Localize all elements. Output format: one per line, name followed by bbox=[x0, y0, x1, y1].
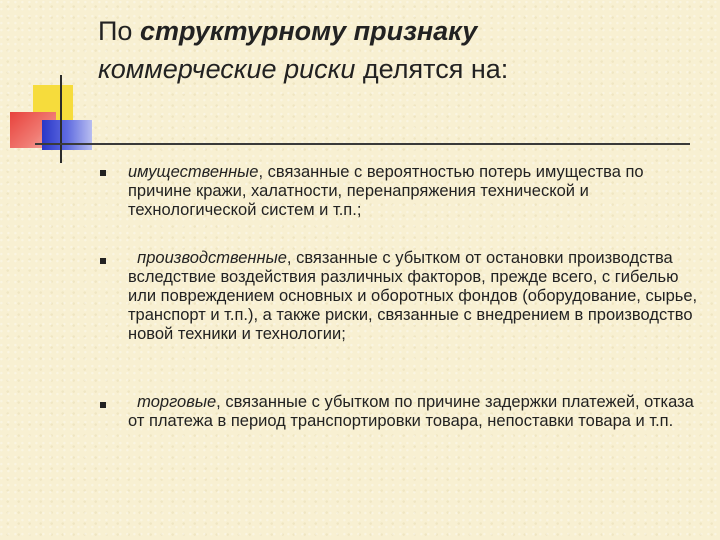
vertical-rule bbox=[60, 75, 62, 163]
title-emphasis: структурному признаку bbox=[139, 16, 478, 46]
title-divider bbox=[35, 143, 690, 145]
item-description: , связанные с вероятностью потерь имущества по причине кражи, халатности, перенапряжения технической и технологической систем и т.п.; bbox=[128, 163, 644, 219]
item-term: имущественные bbox=[128, 163, 259, 181]
bullet-icon bbox=[100, 402, 106, 408]
list-item-text bbox=[128, 249, 698, 344]
list-item-text bbox=[128, 393, 698, 431]
blue-square bbox=[42, 120, 92, 150]
list-item-text bbox=[128, 163, 698, 220]
item-description: , связанные с убытком от остановки производства вследствие воздействия различных факторов, прежде всего, с гибелью или повреждением основных и оборотных фондов (оборудование, сырье, транспорт и т.п.), а также риски, связанные с внедрением в производство новой техники и технологии; bbox=[128, 249, 698, 343]
bullet-icon bbox=[100, 170, 106, 176]
bullet-icon bbox=[100, 258, 106, 264]
title-suffix: делятся на: bbox=[362, 54, 509, 84]
item-term: торговые bbox=[137, 393, 217, 411]
title-prefix: По bbox=[98, 16, 133, 46]
title-subject: коммерческие риски bbox=[98, 54, 356, 84]
title-line-2 bbox=[98, 50, 698, 88]
item-description: , связанные с убытком по причине задержки платежей, отказа от платежа в период транспортировки товара, непоставки товара и т.п. bbox=[128, 393, 694, 430]
title-line-1 bbox=[98, 12, 698, 50]
item-term: производственные bbox=[137, 249, 287, 267]
slide-title bbox=[98, 12, 698, 88]
